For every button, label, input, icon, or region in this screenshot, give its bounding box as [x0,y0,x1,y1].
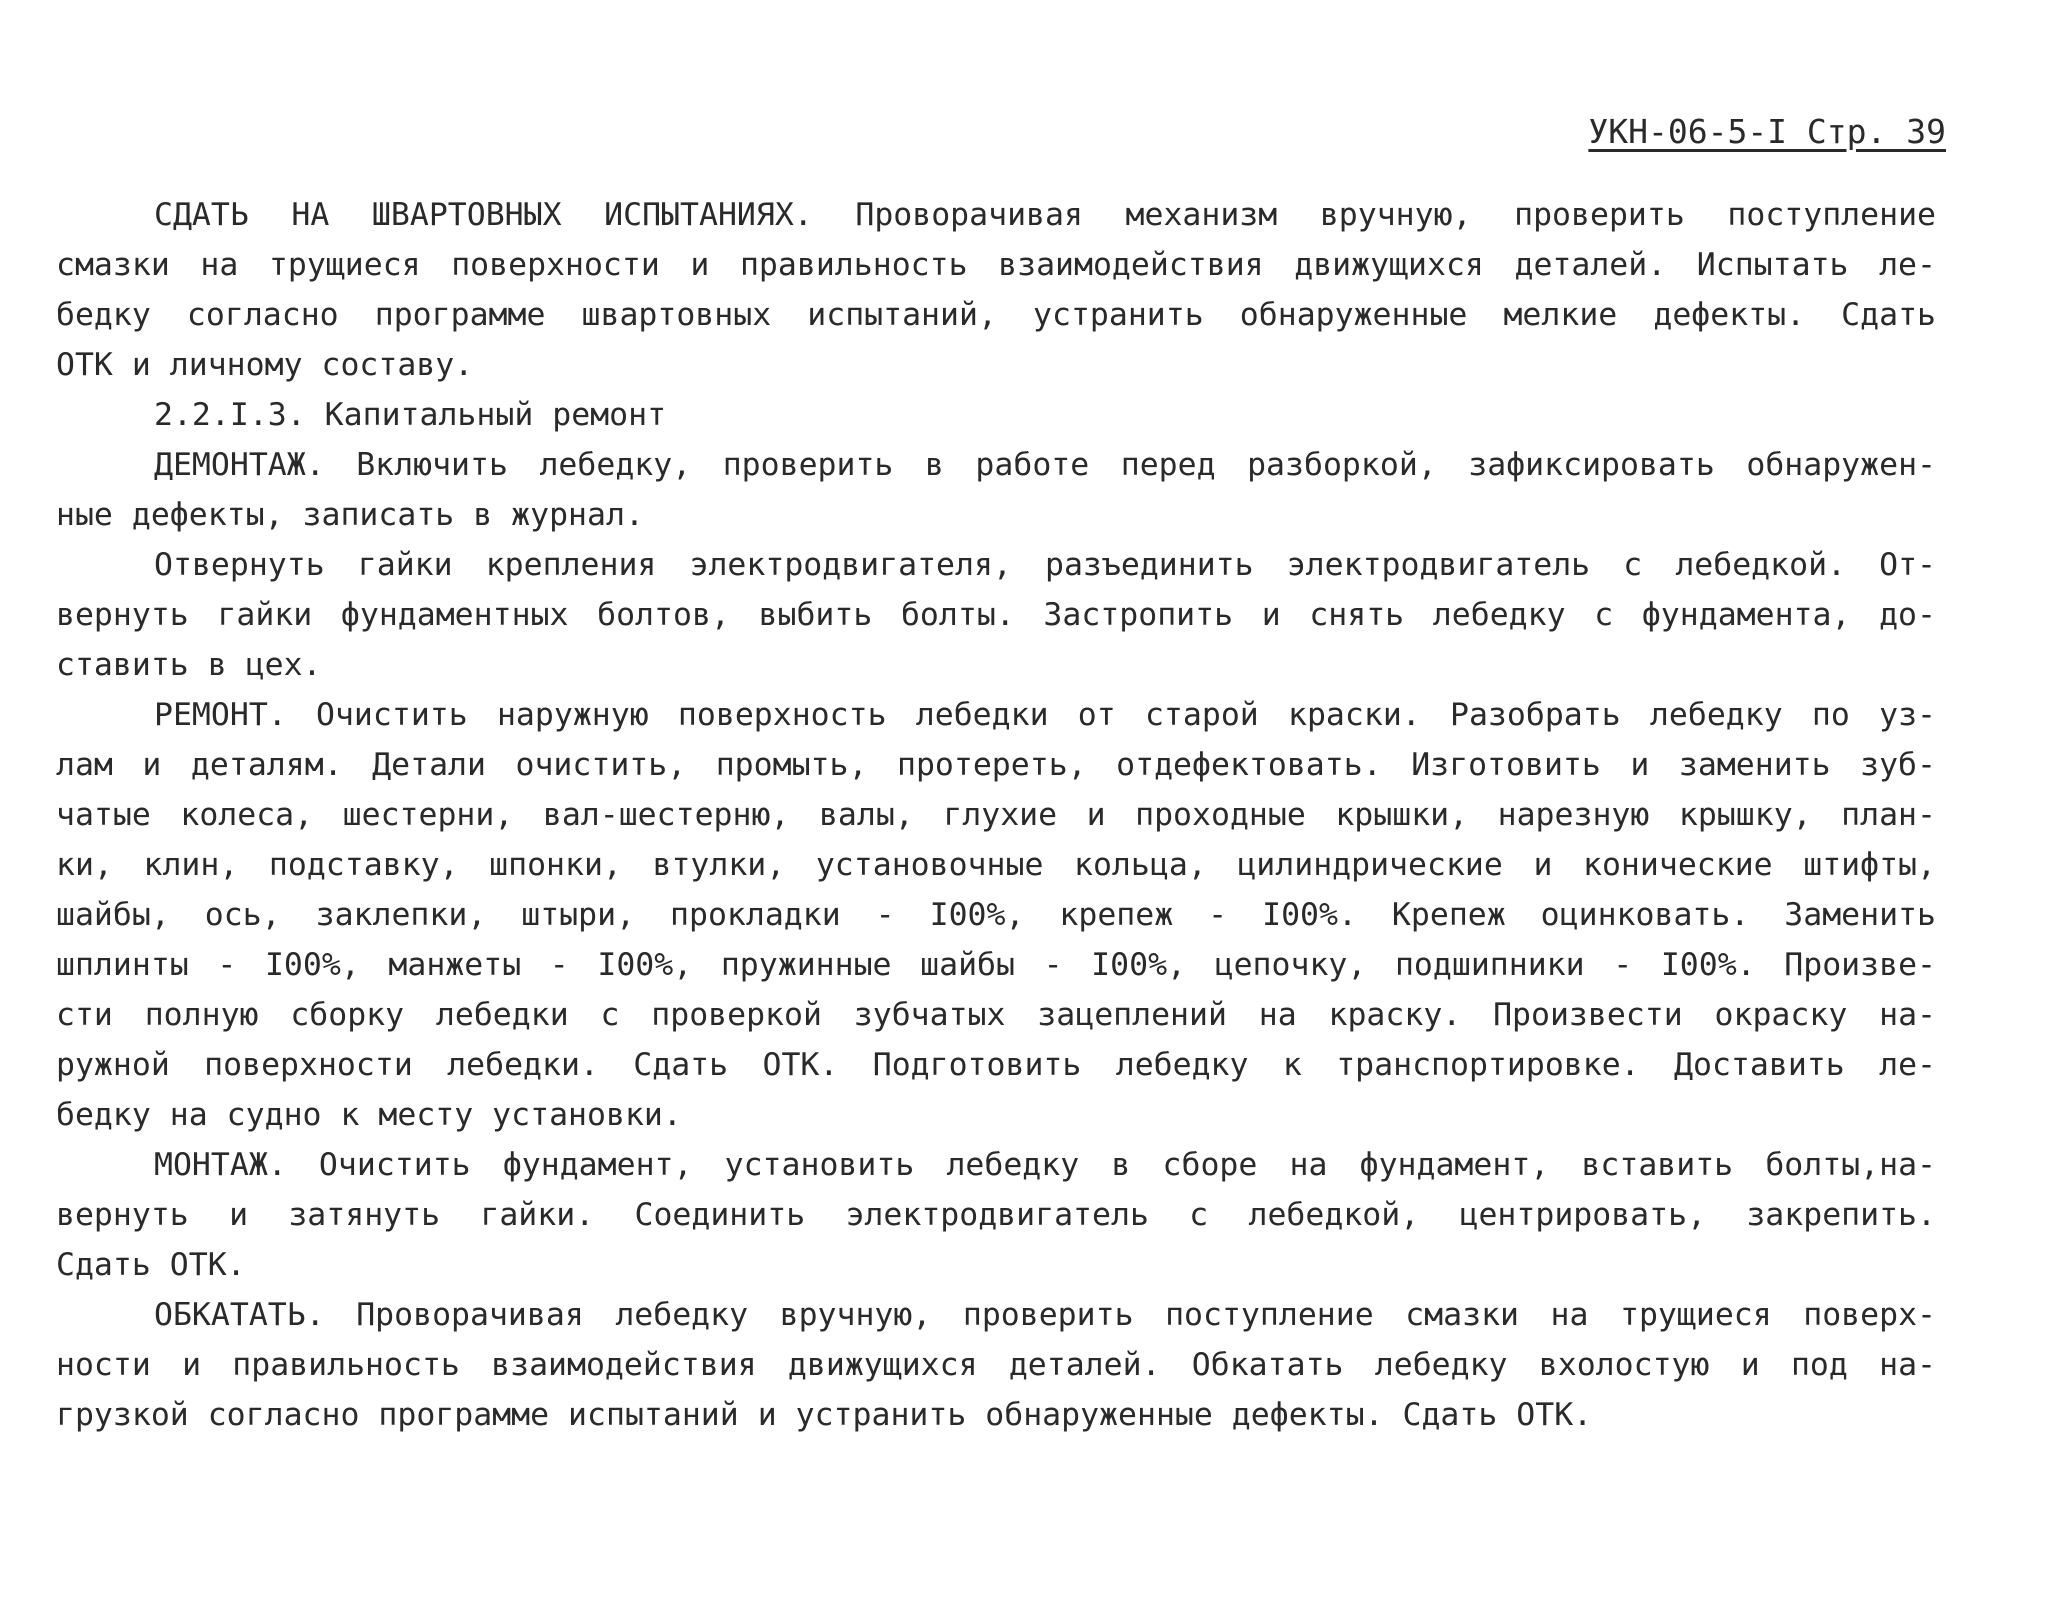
text-line-23: ОБКАТАТЬ. Проворачивая лебедку вручную, проверить поступление смазки на трущиеся поверх- [154,1297,1936,1333]
document-reference-header: УКН-06-5-I Стр. 39 [1588,112,1946,151]
text-line-20: МОНТАЖ. Очистить фундамент, установить лебедку в сборе на фундамент, вставить болты,на- [154,1147,1936,1183]
text-line-3: бедку согласно программе швартовных испытаний, устранить обнаруженные мелкие дефекты. Сдать [56,297,1936,333]
text-line-24: ности и правильность взаимодействия движущихся деталей. Обкатать лебедку вхолостую и под на- [56,1347,1936,1383]
text-line-15: шайбы, ось, заклепки, штыри, прокладки - I00%, крепеж - I00%. Крепеж оцинковать. Заменить [56,897,1936,933]
text-line-21: вернуть и затянуть гайки. Соединить электродвигатель с лебедкой, центрировать, закрепить. [56,1197,1936,1233]
text-line-8: Отвернуть гайки крепления электродвигателя, разъединить электродвигатель с лебедкой. От- [154,547,1936,583]
text-line-19: бедку на судно к месту установки. [56,1097,682,1133]
text-line-14: ки, клин, подставку, шпонки, втулки, установочные кольца, цилиндрические и конические штифты, [56,847,1936,883]
text-line-12: лам и деталям. Детали очистить, промыть, протереть, отдефектовать. Изготовить и заменить зуб- [56,747,1936,783]
text-line-18: ружной поверхности лебедки. Сдать ОТК. Подготовить лебедку к транспортировке. Доставить ле- [56,1047,1936,1083]
section-heading: 2.2.I.3. Капитальный ремонт [154,397,667,433]
text-line-7: ные дефекты, записать в журнал. [56,497,644,533]
text-line-17: сти полную сборку лебедки с проверкой зубчатых зацеплений на краску. Произвести окраску на- [56,997,1936,1033]
text-line-6: ДЕМОНТАЖ. Включить лебедку, проверить в работе перед разборкой, зафиксировать обнаружен- [154,447,1936,483]
text-line-9: вернуть гайки фундаментных болтов, выбить болты. Застропить и снять лебедку с фундамента, до- [56,597,1936,633]
text-line-22: Сдать ОТК. [56,1247,246,1283]
text-line-25: грузкой согласно программе испытаний и устранить обнаруженные дефекты. Сдать ОТК. [56,1397,1593,1433]
text-line-16: шплинты - I00%, манжеты - I00%, пружинные шайбы - I00%, цепочку, подшипники - I00%. Произве- [56,947,1936,983]
document-body [56,190,1936,1440]
text-line-4: ОТК и личному составу. [56,347,474,383]
text-line-2: смазки на трущиеся поверхности и правильность взаимодействия движущихся деталей. Испытать ле- [56,247,1936,283]
text-line-1: СДАТЬ НА ШВАРТОВНЫХ ИСПЫТАНИЯХ. Проворачивая механизм вручную, проверить поступление [154,197,1936,233]
text-line-13: чатые колеса, шестерни, вал-шестерню, валы, глухие и проходные крышки, нарезную крышку, план- [56,797,1936,833]
text-line-11: РЕМОНТ. Очистить наружную поверхность лебедки от старой краски. Разобрать лебедку по уз- [154,697,1936,733]
text-line-10: ставить в цех. [56,647,322,683]
